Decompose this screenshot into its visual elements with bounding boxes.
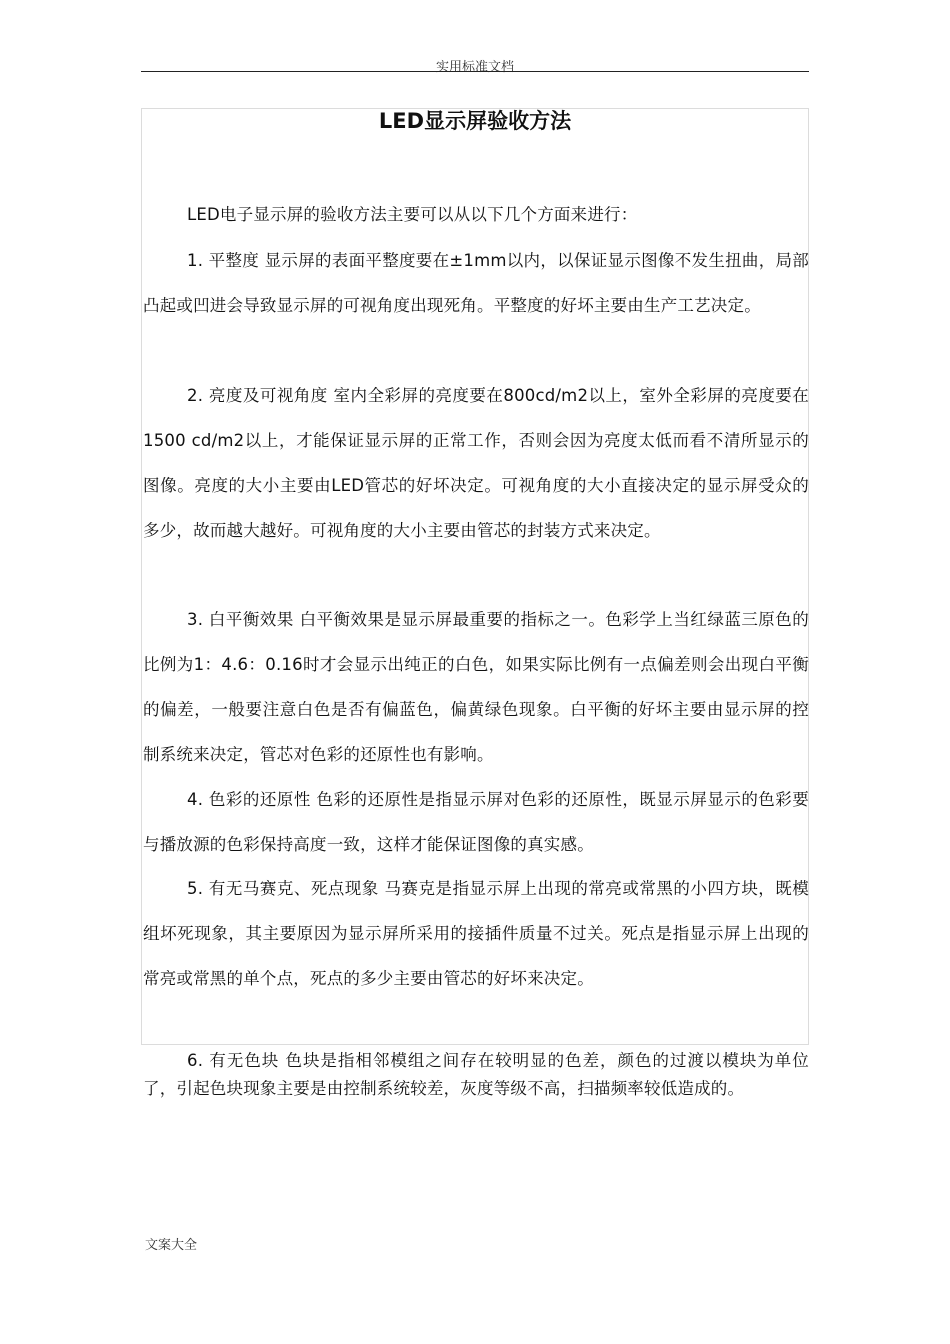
header-rule bbox=[141, 71, 809, 72]
item-white-balance: 3. 白平衡效果 白平衡效果是显示屏最重要的指标之一。色彩学上当红绿蓝三原色的比例为1：4.6：0.16时才会显示出纯正的白色，如果实际比例有一点偏差则会出现白平衡的偏差，一般要注意白色是否有偏蓝色，偏黄绿色现象。白平衡的好坏主要由显示屏的控制系统来决定，管芯对色彩的还原性也有影响。 bbox=[143, 610, 809, 764]
item-flatness: 1. 平整度 显示屏的表面平整度要在±1mm以内，以保证显示图像不发生扭曲，局部凸起或凹进会导致显示屏的可视角度出现死角。平整度的好坏主要由生产工艺决定。 bbox=[143, 251, 809, 315]
item-color-reproduction: 4. 色彩的还原性 色彩的还原性是指显示屏对色彩的还原性，既显示屏显示的色彩要与播放源的色彩保持高度一致，这样才能保证图像的真实感。 bbox=[143, 790, 809, 854]
header-text: 实用标准文档 bbox=[435, 60, 514, 75]
document-title: LED显示屏验收方法 bbox=[378, 109, 572, 133]
item-color-blocks: 6. 有无色块 色块是指相邻模组之间存在较明显的色差，颜色的过渡以模块为单位了，引起色块现象主要是由控制系统较差，灰度等级不高，扫描频率较低造成的。 bbox=[143, 1051, 809, 1098]
item-mosaic-dead-pixels: 5. 有无马赛克、死点现象 马赛克是指显示屏上出现的常亮或常黑的小四方块，既模组坏死现象，其主要原因为显示屏所采用的接插件质量不过关。死点是指显示屏上出现的常亮或常黑的单个点，死点的多少主要由管芯的好坏来决定。 bbox=[143, 879, 809, 988]
item-brightness: 2. 亮度及可视角度 室内全彩屏的亮度要在800cd/m2以上，室外全彩屏的亮度要在1500 cd/m2以上，才能保证显示屏的正常工作，否则会因为亮度太低而看不清所显示的图像。亮度的大小主要由LED管芯的好坏决定。可视角度的大小直接决定的显示屏受众的多少，故而越大越好。可视角度的大小主要由管芯的封装方式来决定。 bbox=[143, 386, 809, 540]
footer-text: 文案大全 bbox=[145, 1238, 198, 1253]
intro-paragraph: LED电子显示屏的验收方法主要可以从以下几个方面来进行： bbox=[187, 205, 638, 224]
